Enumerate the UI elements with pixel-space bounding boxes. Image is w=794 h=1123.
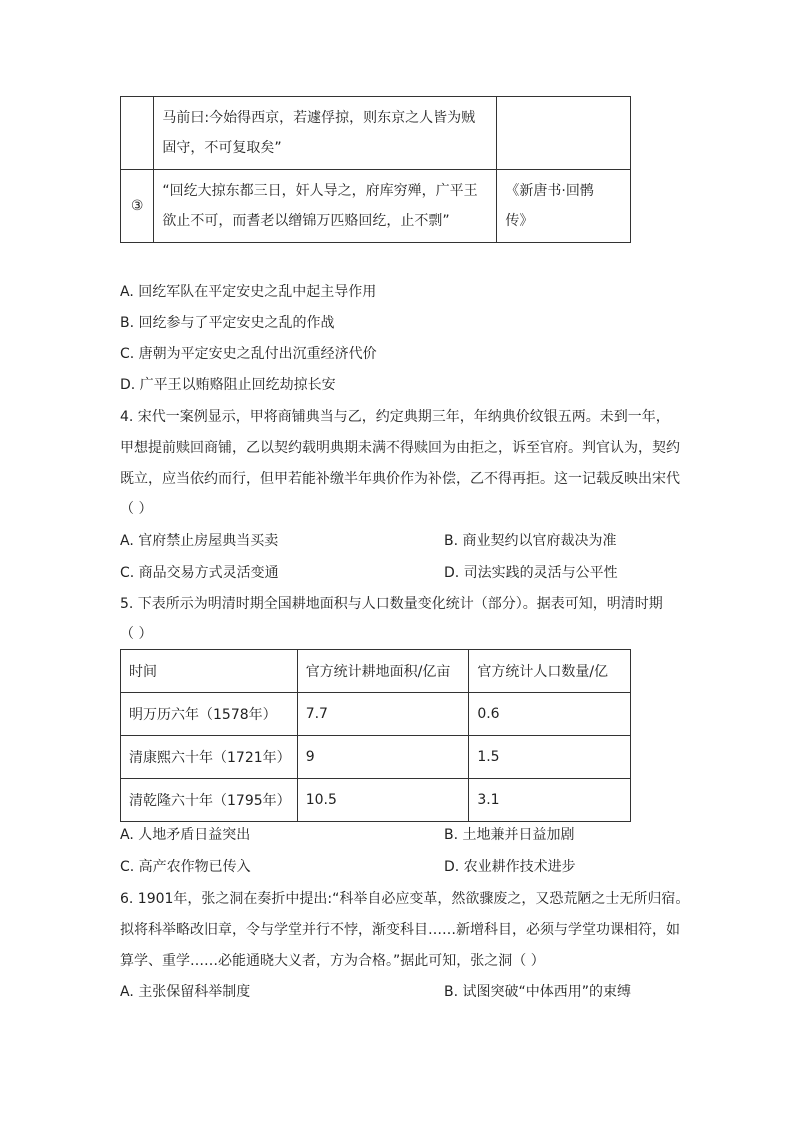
table-cell: 1.5 <box>469 736 631 779</box>
q4-stem-line: 既立，应当依约而行，但甲若能补缴半年典价作为补偿，乙不得再拒。这一记载反映出宋代 <box>120 471 680 487</box>
q5-option-a: A. 人地矛盾日益突出 <box>120 827 251 843</box>
population-land-table <box>120 649 631 822</box>
q5-answer-bracket: （ ） <box>120 626 153 642</box>
q4-option-a: A. 官府禁止房屋典当买卖 <box>120 533 279 549</box>
source-table <box>120 96 631 243</box>
q4-option-d: D. 司法实践的灵活与公平性 <box>444 565 618 581</box>
source-text-line: 马前曰:今始得西京，若遽俘掠，则东京之人皆为贼 <box>162 110 476 126</box>
source-row-number: ③ <box>121 170 154 243</box>
table-row <box>121 693 631 736</box>
q5-option-d: D. 农业耕作技术进步 <box>444 859 576 875</box>
source-row <box>121 170 631 243</box>
q6-option-b: B. 试图突破“中体西用”的束缚 <box>444 984 632 1000</box>
q6-stem-line: 拟将科举略改旧章，令与学堂并行不悖，渐变科目……新增科目，必须与学堂功课相符，如 <box>120 922 680 938</box>
q4-option-c: C. 商品交易方式灵活变通 <box>120 565 279 581</box>
q5-option-b: B. 土地兼并日益加剧 <box>444 827 575 843</box>
source-reference-line: 《新唐书·回鹘 <box>505 183 594 199</box>
source-row <box>121 97 631 170</box>
q4-option-b: B. 商业契约以官府裁决为准 <box>444 533 617 549</box>
source-text-line: “回纥大掠东都三日，奸人导之，府库穷殚，广平王 <box>162 183 478 199</box>
table-cell: 明万历六年（1578年） <box>121 693 298 736</box>
source-row-reference <box>497 170 631 243</box>
q5-stem-line: 5. 下表所示为明清时期全国耕地面积与人口数量变化统计（部分）。据表可知，明清时期 <box>120 596 663 612</box>
source-text-line: 固守，不可复取矣” <box>162 140 282 156</box>
table-cell: 清乾隆六十年（1795年） <box>121 779 298 822</box>
q3-option-a: A. 回纥军队在平定安史之乱中起主导作用 <box>120 284 377 300</box>
table-cell: 9 <box>297 736 469 779</box>
source-row-text <box>154 170 497 243</box>
q6-option-a: A. 主张保留科举制度 <box>120 984 251 1000</box>
source-row-number <box>121 97 154 170</box>
table-header-row <box>121 650 631 693</box>
q3-option-d: D. 广平王以贿赂阻止回纥劫掠长安 <box>120 377 336 393</box>
table-cell: 7.7 <box>297 693 469 736</box>
table-header-cell: 官方统计耕地面积/亿亩 <box>297 650 469 693</box>
q3-option-b: B. 回纥参与了平定安史之乱的作战 <box>120 315 335 331</box>
q5-option-c: C. 高产农作物已传入 <box>120 859 251 875</box>
q4-stem-line: 4. 宋代一案例显示，甲将商铺典当与乙，约定典期三年，年纳典价纹银五两。未到一年， <box>120 409 670 425</box>
q4-answer-bracket: （ ） <box>120 501 153 517</box>
table-row <box>121 736 631 779</box>
table-cell: 0.6 <box>469 693 631 736</box>
table-header-cell: 官方统计人口数量/亿 <box>469 650 631 693</box>
q3-option-c: C. 唐朝为平定安史之乱付出沉重经济代价 <box>120 346 377 362</box>
table-cell: 清康熙六十年（1721年） <box>121 736 298 779</box>
q6-stem-line: 6. 1901年，张之洞在奏折中提出:“科举自必应变革，然欲骤废之，又恐荒陋之士无所归宿。 <box>120 891 690 907</box>
source-row-text <box>154 97 497 170</box>
table-row <box>121 779 631 822</box>
source-text-line: 欲止不可，而耆老以缯锦万匹赂回纥，止不剽” <box>162 213 450 229</box>
table-cell: 3.1 <box>469 779 631 822</box>
source-reference-line: 传》 <box>505 213 534 229</box>
q6-stem-line: 算学、重学……必能通晓大义者，方为合格。”据此可知，张之洞（ ） <box>120 953 545 969</box>
table-cell: 10.5 <box>297 779 469 822</box>
q4-stem-line: 甲想提前赎回商铺，乙以契约载明典期未满不得赎回为由拒之，诉至官府。判官认为，契约 <box>120 440 680 456</box>
source-row-reference <box>497 97 631 170</box>
table-header-cell: 时间 <box>121 650 298 693</box>
